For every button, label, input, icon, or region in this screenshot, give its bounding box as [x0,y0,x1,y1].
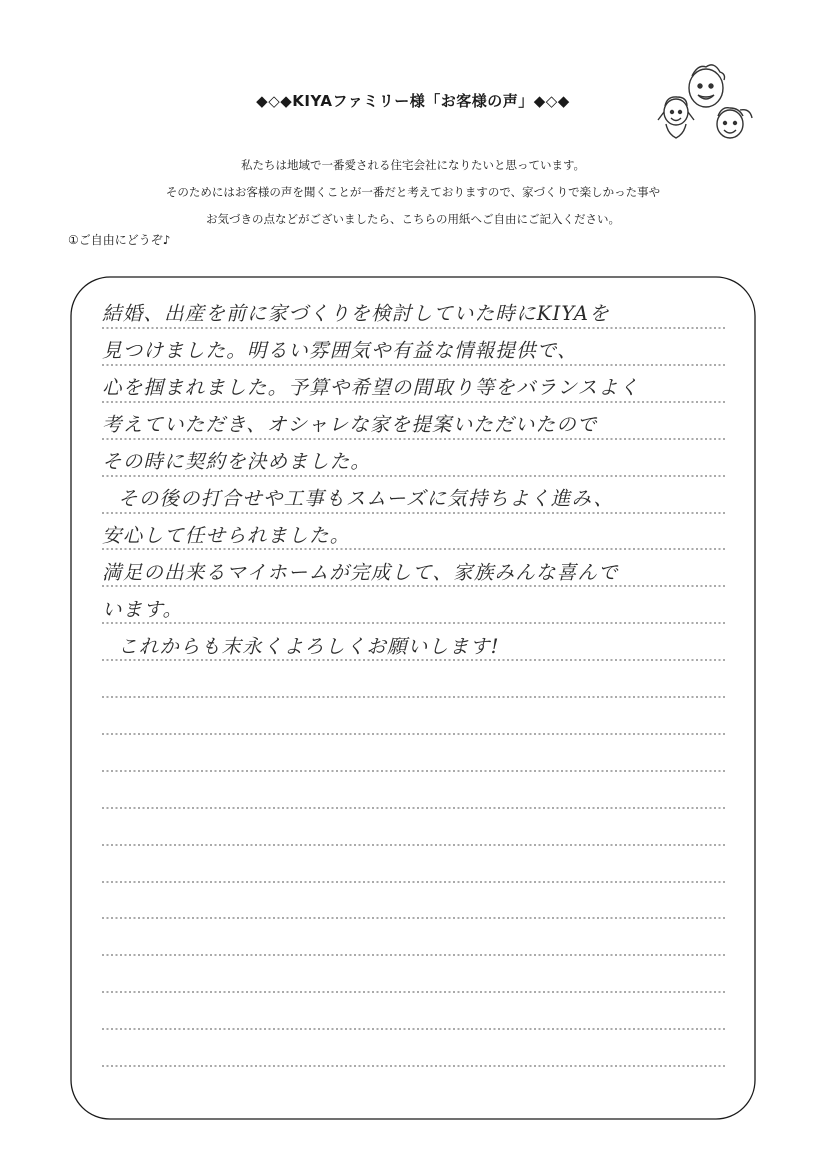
handwritten-line: これからも末永くよろしくお願いします! [118,635,500,658]
handwritten-line: 結婚、出産を前に家づくりを検討していた時にKIYAを [102,302,610,325]
intro-line: 私たちは地域で一番愛される住宅会社になりたいと思っています。 [240,158,586,172]
handwritten-line: 安心して任せられました。 [102,524,351,547]
handwritten-line: その時に契約を決めました。 [102,450,372,473]
intro-text [0,152,826,233]
intro-line: そのためにはお客様の声を聞くことが一番だと考えておりますので、家づくりで楽しかった事や [165,185,661,199]
handwritten-line: 満足の出来るマイホームが完成して、家族みんな喜んで [102,561,619,584]
handwritten-line: 見つけました。明るい雰囲気や有益な情報提供で、 [102,339,578,362]
page-title: ◆◇◆KIYAファミリー様「お客様の声」◆◇◆ [256,92,570,110]
handwritten-line: 考えていただき、オシャレな家を提案いただいたので [102,413,598,436]
free-comment-prompt: ①ご自由にどうぞ♪ [68,233,171,247]
intro-line: お気づきの点などがございましたら、こちらの用紙へご自由にご記入ください。 [206,212,620,226]
family-mascot-illustration [648,62,764,150]
handwritten-line: います。 [102,598,184,621]
handwritten-line: 心を掴まれました。予算や希望の間取り等をバランスよく [102,376,640,399]
handwritten-line: その後の打合せや工事もスムーズに気持ちよく進み、 [118,487,615,510]
comment-frame [70,276,756,1120]
